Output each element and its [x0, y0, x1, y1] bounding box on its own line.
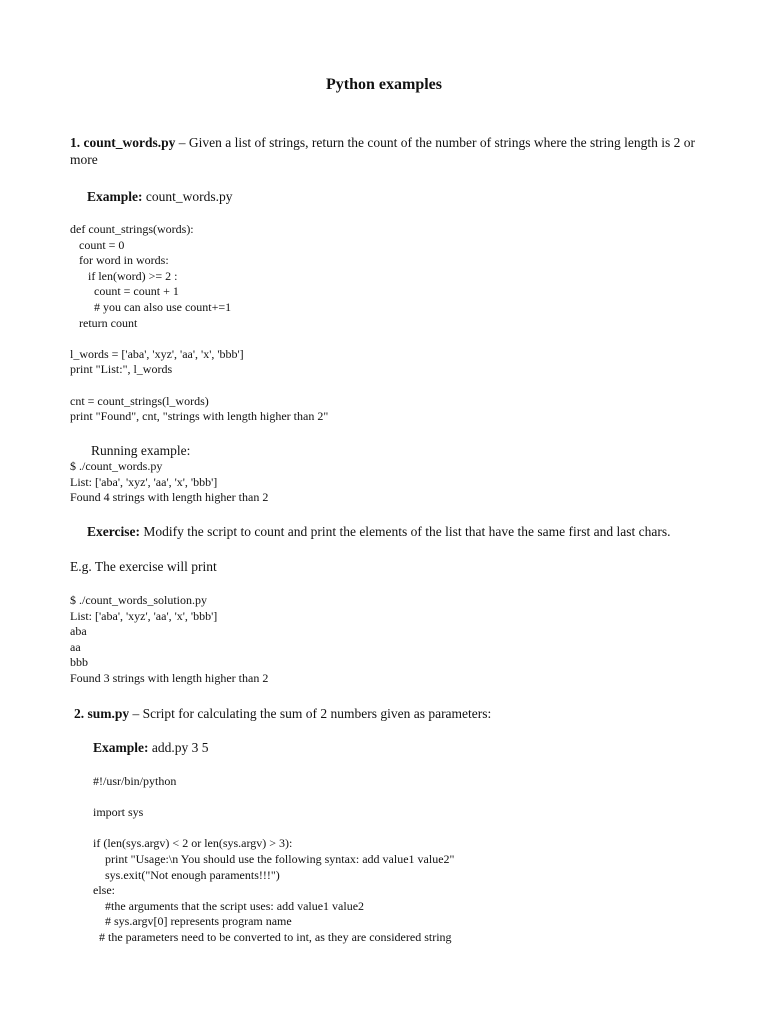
section1-example-label: Example: [87, 189, 143, 204]
section1-running-output [70, 459, 268, 506]
section1-heading: 1. count_words.py [70, 135, 176, 150]
code-line: List: ['aba', 'xyz', 'aa', 'x', 'bbb'] [70, 608, 218, 623]
code-line [70, 378, 328, 394]
section2-example-cmd: add.py 3 5 [148, 740, 209, 755]
section1-exercise-output [70, 593, 268, 687]
code-line: $ ./count_words_solution.py [70, 593, 207, 607]
code-line [70, 331, 328, 347]
code-line: aba [70, 624, 87, 639]
code-line: print "Found", cnt, "strings with length higher than 2" [70, 409, 329, 424]
code-line: bbb [70, 655, 88, 670]
code-line: def count_strings(words): [70, 222, 194, 236]
code-line: aa [70, 639, 81, 654]
code-line: # sys.argv[0] represents program name [93, 914, 292, 929]
code-line: if len(word) >= 2 : [70, 268, 178, 283]
code-line [93, 790, 454, 806]
section2-example-label: Example: [93, 740, 149, 755]
code-line: # you can also use count+=1 [70, 299, 232, 314]
code-line: return count [70, 315, 138, 330]
code-line: cnt = count_strings(l_words) [70, 393, 209, 408]
code-line: sys.exit("Not enough paraments!!!") [93, 867, 280, 882]
code-line: if (len(sys.argv) < 2 or len(sys.argv) > 3): [93, 836, 293, 851]
section2-code-block [93, 774, 454, 946]
code-line: l_words = ['aba', 'xyz', 'aa', 'x', 'bbb'] [70, 346, 244, 361]
section1-exercise-note: E.g. The exercise will print [70, 559, 217, 574]
code-line: #!/usr/bin/python [93, 774, 177, 788]
section1-dash: – [175, 135, 189, 150]
code-line: count = 0 [70, 237, 125, 252]
section1-description: Given a list of strings, return the count of the number of strings where the string length is 2 or more [70, 135, 696, 167]
code-line: #the arguments that the script uses: add value1 value2 [93, 898, 365, 913]
code-line: Found 3 strings with length higher than 2 [70, 670, 269, 685]
section1-example-file: count_words.py [142, 189, 233, 204]
code-line: print "List:", l_words [70, 362, 173, 377]
code-line [93, 821, 454, 837]
section2-description: Script for calculating the sum of 2 numbers given as parameters: [142, 706, 492, 721]
section1-exercise [70, 523, 700, 540]
section1-code-block [70, 222, 328, 425]
code-line: $ ./count_words.py [70, 459, 163, 473]
code-line: else: [93, 883, 115, 898]
section1-running-label: Running example: [91, 443, 191, 458]
section1-exercise-label: Exercise: [87, 524, 140, 539]
code-line: import sys [93, 805, 144, 820]
section1-intro [70, 134, 700, 168]
code-line: count = count + 1 [70, 284, 179, 299]
code-line: Found 4 strings with length higher than 2 [70, 490, 269, 505]
section2-heading: 2. sum.py [74, 706, 130, 721]
section2-dash: – [129, 706, 143, 721]
section2-intro [74, 705, 704, 722]
page-title: Python examples [326, 76, 442, 93]
code-line: # the parameters need to be converted to int, as they are considered string [93, 929, 452, 944]
code-line: for word in words: [70, 253, 169, 268]
code-line: print "Usage:\n You should use the following syntax: add value1 value2" [93, 851, 455, 866]
section2-example [93, 739, 209, 756]
section1-exercise-text: Modify the script to count and print the elements of the list that have the same first and last chars. [139, 524, 671, 539]
section1-example [87, 188, 233, 205]
code-line: List: ['aba', 'xyz', 'aa', 'x', 'bbb'] [70, 474, 218, 489]
